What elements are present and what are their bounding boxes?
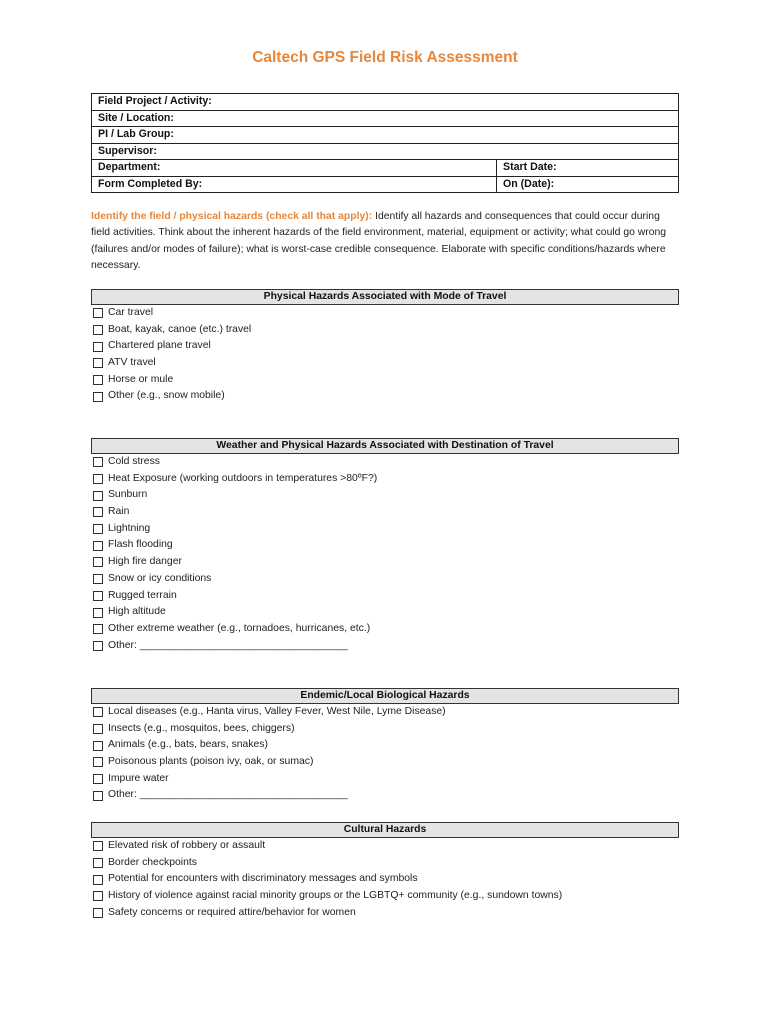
- pi-lab-group-field[interactable]: PI / Lab Group:: [92, 127, 679, 144]
- checklist-item-label: Heat Exposure (working outdoors in temperatures >80ºF?): [108, 472, 378, 484]
- checklist-item: [91, 537, 679, 554]
- checklist-item: [91, 638, 679, 655]
- checkbox[interactable]: [93, 757, 103, 767]
- checklist-item: [91, 305, 679, 322]
- checklist-item-label: Lightning: [108, 522, 151, 534]
- section-weather-destination: [91, 438, 679, 654]
- checkbox[interactable]: [93, 591, 103, 601]
- checklist-item-label: Other extreme weather (e.g., tornadoes, hurricanes, etc.): [108, 622, 371, 634]
- checkbox[interactable]: [93, 392, 103, 402]
- checklist-item-label: Cold stress: [108, 456, 160, 467]
- checklist-item-label: Safety concerns or required attire/behavior for women: [108, 906, 356, 918]
- checkbox[interactable]: [93, 491, 103, 501]
- checkbox[interactable]: [93, 724, 103, 734]
- checkbox[interactable]: [93, 308, 103, 318]
- checkbox[interactable]: [93, 891, 103, 901]
- checkbox[interactable]: [93, 557, 103, 567]
- checkbox[interactable]: [93, 707, 103, 717]
- checklist-item: [91, 737, 679, 754]
- checklist-item-label: Flash flooding: [108, 539, 173, 551]
- checklist-item: [91, 355, 679, 372]
- start-date-field[interactable]: Start Date:: [497, 160, 679, 177]
- instructions-paragraph: [91, 209, 677, 274]
- checklist-item-label: Other (e.g., snow mobile): [108, 390, 225, 402]
- checklist-item: [91, 888, 679, 905]
- checkbox[interactable]: [93, 457, 103, 467]
- checklist-item-label: High fire danger: [108, 556, 182, 568]
- checkbox[interactable]: [93, 541, 103, 551]
- on-date-field[interactable]: On (Date):: [497, 176, 679, 193]
- checklist-item: [91, 454, 679, 471]
- checklist-item-label: Elevated risk of robbery or assault: [108, 840, 266, 851]
- checkbox[interactable]: [93, 791, 103, 801]
- checklist-item: [91, 588, 679, 605]
- checklist-item: [91, 388, 679, 405]
- checklist-item: [91, 487, 679, 504]
- checklist-item: [91, 571, 679, 588]
- checklist-item-label: Insects (e.g., mosquitos, bees, chiggers): [108, 722, 295, 734]
- instructions-highlight: Identify the field / physical hazards (check all that apply):: [91, 211, 373, 222]
- checklist-item: [91, 471, 679, 488]
- checklist-item: [91, 855, 679, 872]
- checklist-item-label: Impure water: [108, 772, 169, 784]
- page-title: Caltech GPS Field Risk Assessment: [252, 49, 518, 66]
- checklist-item-label: High altitude: [108, 606, 166, 618]
- supervisor-field[interactable]: Supervisor:: [92, 143, 679, 160]
- checkbox[interactable]: [93, 858, 103, 868]
- checkbox[interactable]: [93, 741, 103, 751]
- checkbox[interactable]: [93, 774, 103, 784]
- checklist-item: [91, 521, 679, 538]
- section-cultural-hazards: [91, 822, 679, 921]
- instructions-text: Identify all hazards and consequences that could occur during field activities. Think about the inherent hazards of the field environment, material, equipment or activity; what could go wrong (failures and/or modes of failure); what is worst-case credible consequence. Elaborate with specific conditions/hazards where necessary.: [91, 211, 667, 271]
- checklist-item-label: Chartered plane travel: [108, 340, 211, 352]
- checklist-item: [91, 704, 679, 721]
- project-info-table: [91, 93, 679, 193]
- checkbox[interactable]: [93, 474, 103, 484]
- checklist-item-label: Horse or mule: [108, 373, 174, 385]
- section-mode-of-travel: [91, 289, 679, 405]
- checklist-item-label: Potential for encounters with discriminatory messages and symbols: [108, 873, 418, 885]
- checklist-item-label: Border checkpoints: [108, 856, 197, 868]
- checkbox[interactable]: [93, 524, 103, 534]
- checklist-item-label: History of violence against racial minority groups or the LGBTQ+ community (e.g., sundown towns): [108, 890, 563, 902]
- checklist-item-label: Other: ____________________________________: [108, 789, 348, 801]
- checklist-item: [91, 554, 679, 571]
- checklist-item: [91, 787, 679, 804]
- checklist-item: [91, 721, 679, 738]
- checklist-item: [91, 604, 679, 621]
- checkbox[interactable]: [93, 358, 103, 368]
- checklist-item: [91, 621, 679, 638]
- section-header: Physical Hazards Associated with Mode of Travel: [91, 289, 679, 305]
- checklist-item: [91, 871, 679, 888]
- checklist-item-label: Rugged terrain: [108, 589, 177, 601]
- checklist-item: [91, 504, 679, 521]
- checklist-item: [91, 771, 679, 788]
- checklist-item-label: Boat, kayak, canoe (etc.) travel: [108, 323, 252, 335]
- checkbox[interactable]: [93, 342, 103, 352]
- checkbox[interactable]: [93, 574, 103, 584]
- checklist-item-label: Rain: [108, 506, 130, 518]
- checklist-item-label: Animals (e.g., bats, bears, snakes): [108, 739, 268, 751]
- form-completed-by-field[interactable]: Form Completed By:: [92, 176, 497, 193]
- checklist-item: [91, 372, 679, 389]
- section-header: Weather and Physical Hazards Associated with Destination of Travel: [91, 438, 679, 454]
- checkbox[interactable]: [93, 908, 103, 918]
- checkbox[interactable]: [93, 608, 103, 618]
- checklist-item-label: Car travel: [108, 307, 154, 318]
- checkbox[interactable]: [93, 624, 103, 634]
- checklist-item: [91, 754, 679, 771]
- checkbox[interactable]: [93, 841, 103, 851]
- checklist-item-label: Sunburn: [108, 489, 148, 501]
- checklist-item-label: Local diseases (e.g., Hanta virus, Valley Fever, West Nile, Lyme Disease): [108, 706, 446, 717]
- checklist-item: [91, 905, 679, 922]
- section-header: Endemic/Local Biological Hazards: [91, 688, 679, 704]
- checklist-item-label: Snow or icy conditions: [108, 572, 212, 584]
- checkbox[interactable]: [93, 507, 103, 517]
- site-location-field[interactable]: Site / Location:: [92, 110, 679, 127]
- checkbox[interactable]: [93, 375, 103, 385]
- checklist-item: [91, 338, 679, 355]
- checklist-item-label: ATV travel: [108, 357, 156, 369]
- checklist-item-label: Poisonous plants (poison ivy, oak, or sumac): [108, 756, 314, 768]
- section-biological-hazards: [91, 688, 679, 804]
- checkbox[interactable]: [93, 641, 103, 651]
- section-header: Cultural Hazards: [91, 822, 679, 838]
- checklist-item-label: Other: ____________________________________: [108, 639, 348, 651]
- checklist-item: [91, 322, 679, 339]
- field-project-field[interactable]: Field Project / Activity:: [92, 94, 679, 111]
- department-field[interactable]: Department:: [92, 160, 497, 177]
- checkbox[interactable]: [93, 325, 103, 335]
- checkbox[interactable]: [93, 875, 103, 885]
- checklist-item: [91, 838, 679, 855]
